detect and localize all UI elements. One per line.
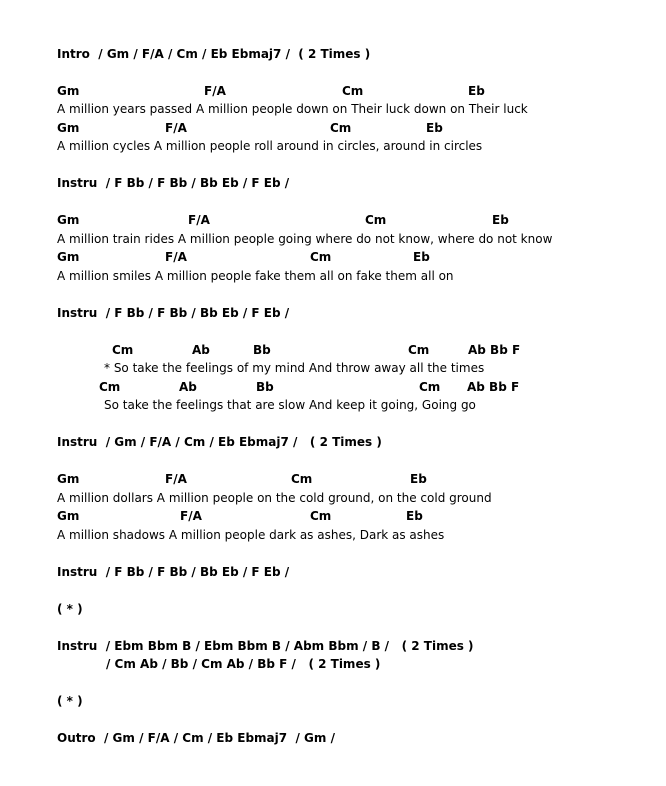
chord: Eb [426,121,443,135]
lyric-line: A million smiles A million people fake them all on fake them all on [57,269,454,283]
chord: Cm [310,509,332,523]
lyric-line: So take the feelings that are slow And keep it going, Going go [104,398,476,412]
chord: Eb [410,472,427,486]
outro-line: Outro / Gm / F/A / Cm / Eb Ebmaj7 / Gm / [57,731,335,745]
chord: F/A [165,472,187,486]
chord: Ab Bb F [467,380,520,394]
chord: Gm [57,84,80,98]
lyric-line: A million dollars A million people on the cold ground, on the cold ground [57,491,492,505]
chord: Ab [192,343,210,357]
chord: F/A [165,121,187,135]
chord: Eb [413,250,430,264]
chord: Cm [310,250,332,264]
instru-line: Instru / F Bb / F Bb / Bb Eb / F Eb / [57,306,290,320]
chord: Ab [179,380,197,394]
instru-line: Instru / Gm / F/A / Cm / Eb Ebmaj7 / ( 2 Times ) [57,435,382,449]
chord: Eb [468,84,485,98]
chord: Cm [408,343,430,357]
lyric-line: A million cycles A million people roll around in circles, around in circles [57,139,483,153]
instru-line: Instru / F Bb / F Bb / Bb Eb / F Eb / [57,176,290,190]
chorus-marker: ( * ) [57,602,83,616]
chord: F/A [204,84,226,98]
chord: Cm [419,380,441,394]
intro-line: Intro / Gm / F/A / Cm / Eb Ebmaj7 / ( 2 Times ) [57,47,371,61]
lyric-line: A million train rides A million people going where do not know, where do not know [57,232,553,246]
instru-line: Instru / F Bb / F Bb / Bb Eb / F Eb / [57,565,290,579]
instru-line: Instru / Ebm Bbm B / Ebm Bbm B / Abm Bbm / B / ( 2 Times ) [57,639,474,653]
chord: Bb [253,343,271,357]
chord: Cm [99,380,121,394]
chord: Eb [492,213,509,227]
chord: F/A [180,509,202,523]
chord: Gm [57,509,80,523]
chord: Cm [112,343,134,357]
chord: Ab Bb F [468,343,521,357]
chord: Bb [256,380,274,394]
chord: F/A [165,250,187,264]
chord: Cm [330,121,352,135]
lyric-line: A million shadows A million people dark as ashes, Dark as ashes [57,528,445,542]
chord: F/A [188,213,210,227]
chord: Gm [57,472,80,486]
chord: Gm [57,213,80,227]
chord: Eb [406,509,423,523]
lyric-line: * So take the feelings of my mind And throw away all the times [104,361,485,375]
chorus-marker: ( * ) [57,694,83,708]
lyric-line: A million years passed A million people down on Their luck down on Their luck [57,102,528,116]
chord: Cm [342,84,364,98]
chord: Cm [291,472,313,486]
chord: Cm [365,213,387,227]
chord: Gm [57,250,80,264]
instru-line-continued: / Cm Ab / Bb / Cm Ab / Bb F / ( 2 Times ) [106,657,381,671]
chord: Gm [57,121,80,135]
